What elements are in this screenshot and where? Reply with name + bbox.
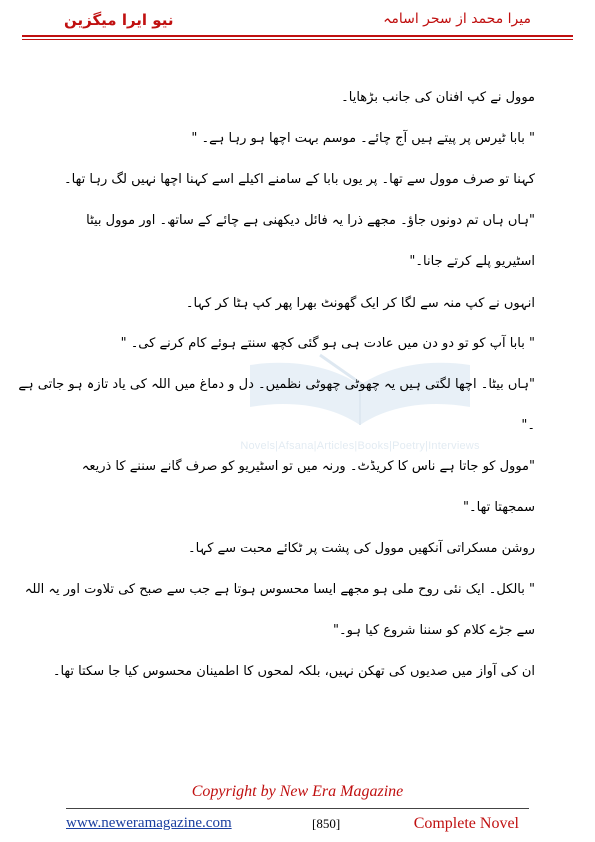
footer-rule — [66, 808, 529, 809]
watermark-tagline: Novels|Afsana|Articles|Books|Poetry|Interviews — [240, 440, 480, 452]
novel-type-label: Complete Novel — [413, 815, 519, 832]
copyright-notice: Copyright by New Era Magazine — [191, 783, 404, 800]
text-line: ان کی آواز میں صدیوں کی تھکن نہیں، بلکہ لمحوں کا اطمینان محسوس کیا جا سکتا تھا۔ — [52, 664, 535, 679]
text-line: " بالکل۔ ایک نئی روح ملی ہو مجھے ایسا محسوس ہوتا ہے جب سے صبح کی تلاوت اور یہ اللہ — [24, 582, 535, 597]
text-line: سمجھتا تھا۔" — [463, 500, 535, 515]
magazine-name: نیو ایرا میگزین — [64, 11, 174, 29]
text-line: ۔" — [521, 418, 535, 433]
text-line: "ہاں ہاں تم دونوں جاؤ۔ مجھے ذرا یہ فائل دیکھنی ہے چائے کے ساتھ۔ اور موول بیٹا — [86, 213, 535, 228]
text-line: " بابا آپ کو تو دو دن میں عادت ہی ہو گئی کچھ سنتے ہوئے کام کرنے کی۔ " — [120, 336, 535, 351]
text-line: " بابا ٹیرس پر پیتے ہیں آج چائے۔ موسم بہت اچھا ہو رہا ہے۔ " — [191, 131, 535, 146]
open-book-icon — [210, 345, 510, 440]
text-line: کہنا تو صرف موول سے تھا۔ پر یوں بابا کے سامنے اکیلے اسے کہنا اچھا نہیں لگ رہا تھا۔ — [64, 172, 535, 187]
text-line: "موول کو جاتا ہے ناس کا کریڈٹ۔ ورنہ میں تو اسٹیریو کو صرف گانے سننے کا ذریعہ — [81, 459, 535, 474]
text-line: اسٹیریو پلے کرتے جانا۔" — [409, 254, 535, 269]
author-credit: میرا محمد از سحر اسامہ — [383, 11, 531, 27]
text-line: موول نے کپ افنان کی جانب بڑھایا۔ — [341, 90, 535, 105]
page-number: [850] — [312, 816, 341, 831]
header-rule — [22, 35, 573, 37]
text-line: "ہاں بیٹا۔ اچھا لگتی ہیں یہ چھوٹی چھوٹی نظمیں۔ دل و دماغ میں اللہ کی یاد تازہ ہو جاتی ہے — [18, 377, 535, 392]
page-header — [0, 0, 595, 44]
text-line: روشن مسکراتی آنکھیں موول کی پشت پر ٹکائے محبت سے کہا۔ — [188, 541, 535, 556]
text-line: انہوں نے کپ منہ سے لگا کر ایک گھونٹ بھرا پھر کپ ہٹا کر کہا۔ — [185, 296, 535, 311]
website-link[interactable]: www.neweramagazine.com — [66, 815, 232, 831]
header-rule-thin — [22, 39, 573, 40]
text-line: سے جڑے کلام کو سننا شروع کیا ہو۔" — [333, 623, 535, 638]
